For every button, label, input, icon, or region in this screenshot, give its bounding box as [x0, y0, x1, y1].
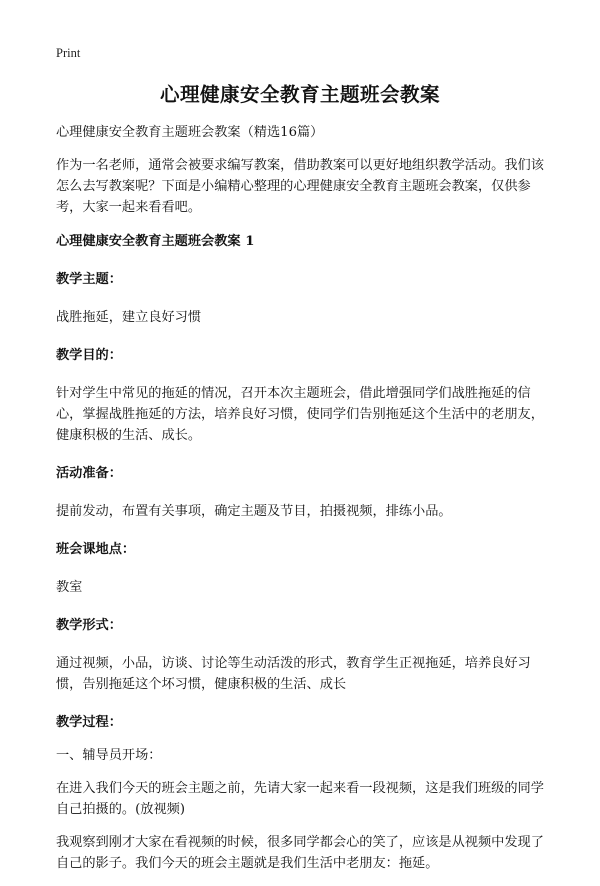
heading-preparation: 活动准备： — [56, 466, 122, 481]
print-link[interactable]: Print — [56, 46, 81, 60]
page-title: 心理健康安全教育主题班会教案 — [159, 83, 440, 106]
article-subtitle: 心理健康安全教育主题班会教案（精选16篇） — [56, 125, 324, 140]
heading-location: 班会课地点： — [56, 542, 136, 557]
text-teaching-theme: 战胜拖延，建立良好习惯 — [56, 310, 202, 325]
text-teaching-goal: 针对学生中常见的拖延的情况，召开本次主题班会，借此增强同学们战胜拖延的信心，掌握战胜拖延的方法，培养良好习惯，使同学们告别拖延这个生活中的老朋友，健康积极的生活、成长。 — [56, 386, 544, 443]
process-paragraph: 一、辅导员开场： — [56, 748, 162, 763]
text-teaching-form: 通过视频，小品，访谈、讨论等生动活泼的形式，教育学生正视拖延，培养良好习惯，告别拖延这个坏习惯，健康积极的生活、成长 — [56, 656, 531, 692]
heading-teaching-theme: 教学主题： — [56, 272, 122, 287]
heading-teaching-form: 教学形式： — [56, 618, 122, 633]
article-body — [56, 122, 548, 886]
heading-teaching-process: 教学过程： — [56, 715, 122, 730]
section-title: 心理健康安全教育主题班会教案 1 — [56, 234, 255, 249]
intro-paragraph: 作为一名老师，通常会被要求编写教案，借助教案可以更好地组织教学活动。我们该怎么去写教案呢？下面是小编精心整理的心理健康安全教育主题班会教案，仅供参考，大家一起来看看吧。 — [56, 158, 544, 215]
process-paragraph: 我观察到刚才大家在看视频的时候，很多同学都会心的笑了，应该是从视频中发现了自己的影子。我们今天的班会主题就是我们生活中老朋友：拖延。 — [56, 835, 544, 871]
process-paragraph: 在进入我们今天的班会主题之前，先请大家一起来看一段视频，这是我们班级的同学自己拍摄的。(放视频) — [56, 781, 544, 817]
text-location: 教室 — [56, 580, 83, 595]
text-preparation: 提前发动，布置有关事项，确定主题及节目，拍摄视频，排练小品。 — [56, 504, 452, 519]
heading-teaching-goal: 教学目的： — [56, 348, 122, 363]
